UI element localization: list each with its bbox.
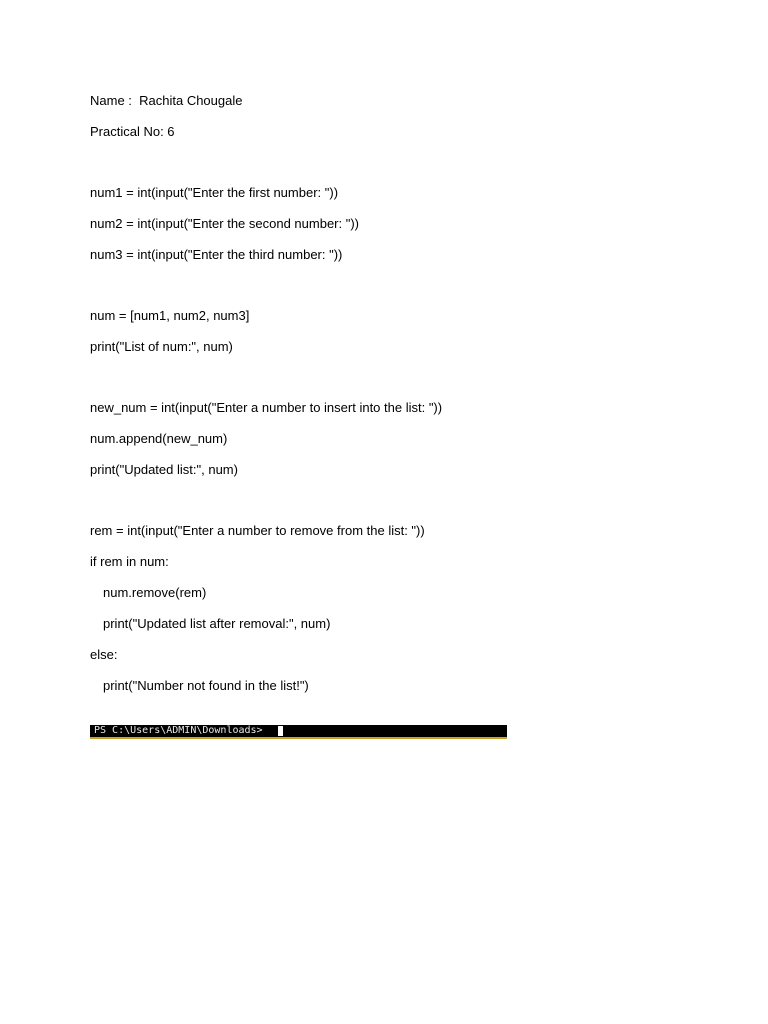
code-line: num.remove(rem) [103,585,207,600]
code-block-append [90,399,690,478]
code-block-list [90,307,690,355]
code-line: num.append(new_num) [90,431,228,446]
code-block-remove [90,522,690,694]
code-line: num = [num1, num2, num3] [90,308,250,323]
code-line: num1 = int(input("Enter the first number: ")) [90,185,339,200]
code-line: rem = int(input("Enter a number to remove from the list: ")) [90,523,425,538]
code-line: new_num = int(input("Enter a number to insert into the list: ")) [90,400,443,415]
code-block-inputs [90,184,690,263]
code-line: if rem in num: [90,554,169,569]
document-content [90,92,690,694]
code-line: num3 = int(input("Enter the third number: ")) [90,247,343,262]
code-line: print("Updated list:", num) [90,462,238,477]
code-line: num2 = int(input("Enter the second number: ")) [90,216,360,231]
student-name: Name : Rachita Chougale [90,93,243,108]
terminal-cursor [278,726,283,736]
code-line: print("List of num:", num) [90,339,233,354]
terminal-prompt: PS C:\Users\ADMIN\Downloads> [94,725,263,736]
code-line: print("Number not found in the list!") [103,678,309,693]
code-line: else: [90,647,118,662]
code-line: print("Updated list after removal:", num) [103,616,331,631]
terminal-screenshot [90,725,507,739]
practical-number: Practical No: 6 [90,124,175,139]
